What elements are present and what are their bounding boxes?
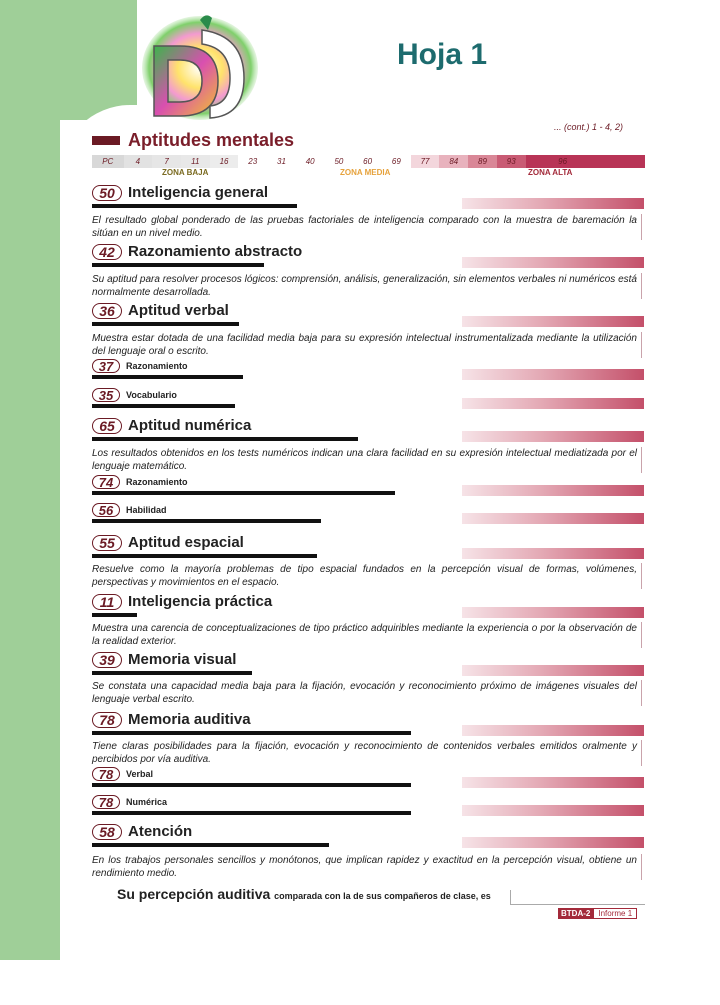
- badge-label: Informe 1: [593, 908, 637, 919]
- sub-percentile-bar: [92, 783, 411, 787]
- scale-tick: 84: [439, 155, 468, 168]
- section-description: Muestra estar dotada de una facilidad media baja para su expresión intelectual instrumentalizada mediante la utilización del lenguaje oral o escrito.: [92, 332, 642, 358]
- score-badge: 39: [92, 652, 122, 668]
- sub-high-zone-band: [462, 485, 644, 496]
- percentile-bar: [92, 843, 329, 847]
- section-description: Los resultados obtenidos en los tests numéricos indican una clara facilidad en su expresión intelectual mediatizada por el lenguaje matemático.: [92, 447, 642, 473]
- section-description: En los trabajos personales sencillos y monótonos, que implican rapidez y exactitud en la percepción visual, obtiene un rendimiento medio.: [92, 854, 642, 880]
- sub-high-zone-band: [462, 369, 644, 380]
- scale-tick: 23: [238, 155, 267, 168]
- section-description: Tiene claras posibilidades para la fijación, evocación y reconocimiento de contenidos verbales emitidos oralmente y percibidos por vía auditiva.: [92, 740, 642, 766]
- section-title: Inteligencia práctica: [128, 593, 273, 610]
- section-header: [92, 823, 192, 840]
- percentile-bar: [92, 554, 317, 558]
- footer-question: [117, 886, 491, 902]
- subsection-title: Habilidad: [126, 505, 167, 515]
- zone-labels: [92, 168, 645, 180]
- section-header: [92, 302, 229, 319]
- title-marker: [92, 136, 120, 145]
- subsection-header: [92, 503, 167, 517]
- section-header: [92, 184, 268, 201]
- high-zone-band: [462, 431, 644, 442]
- score-badge: 50: [92, 185, 122, 201]
- scale-tick: 69: [382, 155, 411, 168]
- section-description: Resuelve como la mayoría problemas de tipo espacial fundados en la percepción visual de formas, volúmenes, perspectivas y movimientos en el espacio.: [92, 563, 642, 589]
- dd-logo: [140, 8, 260, 123]
- section-description: Muestra una carencia de conceptualizaciones de tipo práctico adquiribles mediante la experiencia o por la observación de la realidad exterior.: [92, 622, 642, 648]
- score-badge: 42: [92, 244, 122, 260]
- percentile-bar: [92, 613, 137, 617]
- score-badge: 65: [92, 418, 122, 434]
- scale-label: PC: [92, 155, 124, 168]
- section-title: Aptitud numérica: [128, 417, 252, 434]
- section-header: [92, 593, 272, 610]
- scale-tick: 89: [468, 155, 497, 168]
- subsection-title: Vocabulario: [126, 390, 177, 400]
- section-title: Atención: [128, 823, 193, 840]
- scale-tick: 4: [124, 155, 153, 168]
- zone-mid-label: ZONA MEDIA: [340, 168, 391, 177]
- sub-percentile-bar: [92, 404, 235, 408]
- subsection-header: [92, 795, 167, 809]
- subsection-header: [92, 475, 188, 489]
- section-header: [92, 711, 251, 728]
- footer-answer-field[interactable]: [510, 890, 645, 905]
- sub-percentile-bar: [92, 519, 321, 523]
- subsection-title: Razonamiento: [126, 477, 188, 487]
- sub-score-badge: 37: [92, 359, 120, 373]
- scale-tick: 31: [267, 155, 296, 168]
- sub-percentile-bar: [92, 375, 243, 379]
- sub-high-zone-band: [462, 398, 644, 409]
- percentile-bar: [92, 671, 252, 675]
- high-zone-band: [462, 316, 644, 327]
- percentile-bar: [92, 731, 411, 735]
- high-zone-band: [462, 257, 644, 268]
- score-badge: 58: [92, 824, 122, 840]
- scale-tick: 60: [353, 155, 382, 168]
- top-green-block: [0, 0, 137, 120]
- score-badge: 36: [92, 303, 122, 319]
- zone-high-label: ZONA ALTA: [528, 168, 573, 177]
- score-badge: 78: [92, 712, 122, 728]
- score-badge: 55: [92, 535, 122, 551]
- section-description: El resultado global ponderado de las pruebas factoriales de inteligencia comparado con la muestra de baremación la sitúan en un nivel medio.: [92, 214, 642, 240]
- high-zone-band: [462, 837, 644, 848]
- sub-percentile-bar: [92, 491, 395, 495]
- scale-tick: 40: [296, 155, 325, 168]
- page-title: Hoja 1: [397, 38, 488, 71]
- section-header: [92, 243, 302, 260]
- scale-tick: 11: [181, 155, 210, 168]
- section-title: Aptitud verbal: [128, 302, 229, 319]
- high-zone-band: [462, 665, 644, 676]
- document-title: [92, 130, 294, 151]
- score-badge: 11: [92, 594, 122, 610]
- high-zone-band: [462, 725, 644, 736]
- section-title: Memoria visual: [128, 651, 237, 668]
- percentile-bar: [92, 322, 239, 326]
- high-zone-band: [462, 198, 644, 209]
- scale-tick: 16: [210, 155, 239, 168]
- section-description: Su aptitud para resolver procesos lógicos: comprensión, análisis, generalización, sin elementos verbales ni numéricos está normalmente desarrollada.: [92, 273, 642, 299]
- badge-code: BTDA-2: [558, 908, 593, 919]
- subsection-header: [92, 388, 177, 402]
- high-zone-band: [462, 607, 644, 618]
- sub-score-badge: 78: [92, 767, 120, 781]
- footer-question-bold: Su percepción auditiva: [117, 886, 271, 902]
- subsection-header: [92, 359, 188, 373]
- left-green-band: [0, 0, 60, 960]
- section-title: Razonamiento abstracto: [128, 243, 303, 260]
- section-description: Se constata una capacidad media baja para la fijación, evocación y reconocimiento próximo de imágenes visuales del lenguaje verbal escrito.: [92, 680, 642, 706]
- report-document: [92, 122, 648, 922]
- high-zone-band: [462, 548, 644, 559]
- sub-high-zone-band: [462, 805, 644, 816]
- sub-score-badge: 74: [92, 475, 120, 489]
- percentile-bar: [92, 263, 264, 267]
- document-corner-note: ... (cont.) 1 - 4, 2): [554, 122, 624, 132]
- sub-percentile-bar: [92, 811, 411, 815]
- sub-high-zone-band: [462, 777, 644, 788]
- sub-high-zone-band: [462, 513, 644, 524]
- scale-tick: 50: [325, 155, 354, 168]
- subsection-header: [92, 767, 153, 781]
- document-title-text: Aptitudes mentales: [128, 130, 295, 150]
- sub-score-badge: 35: [92, 388, 120, 402]
- percentile-bar: [92, 437, 358, 441]
- section-title: Inteligencia general: [128, 184, 269, 201]
- scale-tick: 77: [411, 155, 440, 168]
- scale-tick: 93: [497, 155, 526, 168]
- percentile-bar: [92, 204, 297, 208]
- section-header: [92, 417, 251, 434]
- section-title: Memoria auditiva: [128, 711, 251, 728]
- subsection-title: Verbal: [126, 769, 154, 779]
- section-header: [92, 534, 244, 551]
- zone-low-label: ZONA BAJA: [162, 168, 209, 177]
- sub-score-badge: 78: [92, 795, 120, 809]
- subsection-title: Numérica: [126, 797, 168, 807]
- subsection-title: Razonamiento: [126, 361, 188, 371]
- section-header: [92, 651, 236, 668]
- form-badge: [558, 908, 637, 919]
- sub-score-badge: 56: [92, 503, 120, 517]
- scale-tick: 7: [152, 155, 181, 168]
- scale-tail: [600, 155, 645, 168]
- footer-question-rest: comparada con la de sus compañeros de clase, es: [274, 891, 491, 901]
- percentile-scale: [92, 155, 645, 168]
- scale-tick: 96: [526, 155, 600, 168]
- section-title: Aptitud espacial: [128, 534, 244, 551]
